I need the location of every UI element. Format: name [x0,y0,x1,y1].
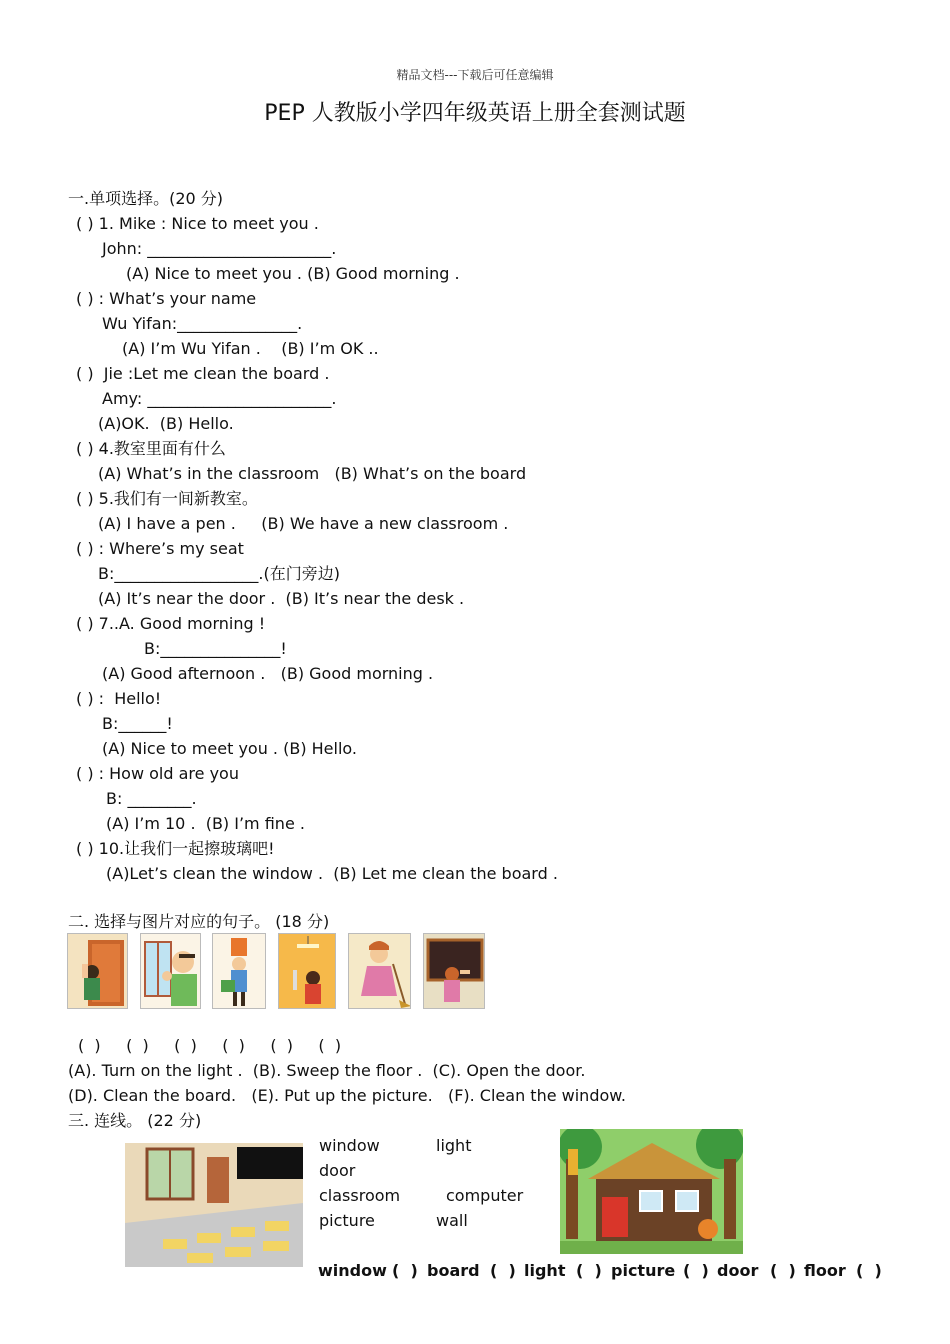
q6-options: (A) It’s near the door . (B) It’s near the desk . [98,589,465,608]
match-word-picture: picture [319,1211,375,1230]
bottom-blank-door: ( ) [770,1261,796,1280]
floor-illustration [349,934,411,1009]
q2-answer-line: Wu Yifan:_______________. [102,314,303,333]
q2-question: ( ) : What’s your name [76,289,257,308]
house-illustration [560,1129,743,1254]
bottom-blank-board: ( ) [490,1261,516,1280]
q7-options: (A) Good afternoon . (B) Good morning . [102,664,434,683]
light-illustration [279,934,336,1009]
page-title: PEP 人教版小学四年级英语上册全套测试题 [264,101,686,126]
bottom-word-board: board [427,1261,480,1280]
picture-light [278,933,336,1009]
q9-answer-line: B: ________. [106,789,197,808]
q3-options: (A)OK. (B) Hello. [98,414,234,433]
section2-options-line2: (D). Clean the board. (E). Put up the picture. (F). Clean the window. [68,1086,626,1105]
q3-answer-line: Amy: _______________________. [102,389,337,408]
q9-question: ( ) : How old are you [76,764,239,783]
bottom-blank-floor: ( ) [856,1261,882,1280]
picture-door [67,933,128,1009]
q7-answer-line: B:_______________! [144,639,287,658]
q2-options: (A) I’m Wu Yifan . (B) I’m OK .. [122,339,379,358]
q8-answer-line: B:______! [102,714,173,733]
window-illustration [141,934,201,1009]
door-illustration [68,934,128,1009]
picture-window [140,933,201,1009]
bottom-word-door: door [717,1261,759,1280]
q6-question: ( ) : Where’s my seat [76,539,244,558]
q9-options: (A) I’m 10 . (B) I’m fine . [106,814,305,833]
bottom-blank-light: ( ) [576,1261,602,1280]
q1-answer-line: John: _______________________. [102,239,337,258]
section2-answer-blanks: ( ) ( ) ( ) ( ) ( ) ( ) [78,1036,342,1055]
q6-answer-line: B:__________________.(在门旁边) [98,564,340,583]
match-word-light: light [436,1136,472,1155]
q5-options: (A) I have a pen . (B) We have a new classroom . [98,514,509,533]
match-word-computer: computer [446,1186,524,1205]
bottom-word-window: window [318,1261,387,1280]
section2-options-line1: (A). Turn on the light . (B). Sweep the floor . (C). Open the door. [68,1061,586,1080]
section1-heading: 一.单项选择。(20 分) [68,189,224,208]
q4-options: (A) What’s in the classroom (B) What’s on the board [98,464,527,483]
picture-wall [212,933,266,1009]
q7-question: ( ) 7..A. Good morning ! [76,614,266,633]
match-word-wall: wall [436,1211,468,1230]
q5-question: ( ) 5.我们有一间新教室。 [76,489,258,508]
section3-heading: 三. 连线。 (22 分) [68,1111,202,1130]
bottom-blank-picture: ( ) [683,1261,709,1280]
picture-board [423,933,485,1009]
house-picture [560,1129,743,1254]
bottom-word-picture: picture [611,1261,676,1280]
q8-question: ( ) : Hello! [76,689,162,708]
q4-question: ( ) 4.教室里面有什么 [76,439,226,458]
q8-options: (A) Nice to meet you . (B) Hello. [102,739,357,758]
q1-options: (A) Nice to meet you . (B) Good morning . [126,264,460,283]
wall-illustration [213,934,266,1009]
bottom-word-floor: floor [804,1261,846,1280]
q3-question: ( ) Jie :Let me clean the board . [76,364,330,383]
bottom-word-light: light [524,1261,566,1280]
classroom-illustration [125,1143,303,1267]
board-illustration [424,934,485,1009]
match-word-classroom: classroom [319,1186,401,1205]
picture-floor [348,933,411,1009]
bottom-blank-window: ( ) [392,1261,418,1280]
page-header: 精品文档---下载后可任意编辑 [396,68,554,82]
q10-options: (A)Let’s clean the window . (B) Let me clean the board . [106,864,558,883]
match-word-window: window [319,1136,380,1155]
classroom-picture [125,1143,303,1267]
match-word-door: door [319,1161,356,1180]
section2-heading: 二. 选择与图片对应的句子。 (18 分) [68,912,330,931]
q1-question: ( ) 1. Mike : Nice to meet you . [76,214,319,233]
q10-question: ( ) 10.让我们一起擦玻璃吧! [76,839,275,858]
